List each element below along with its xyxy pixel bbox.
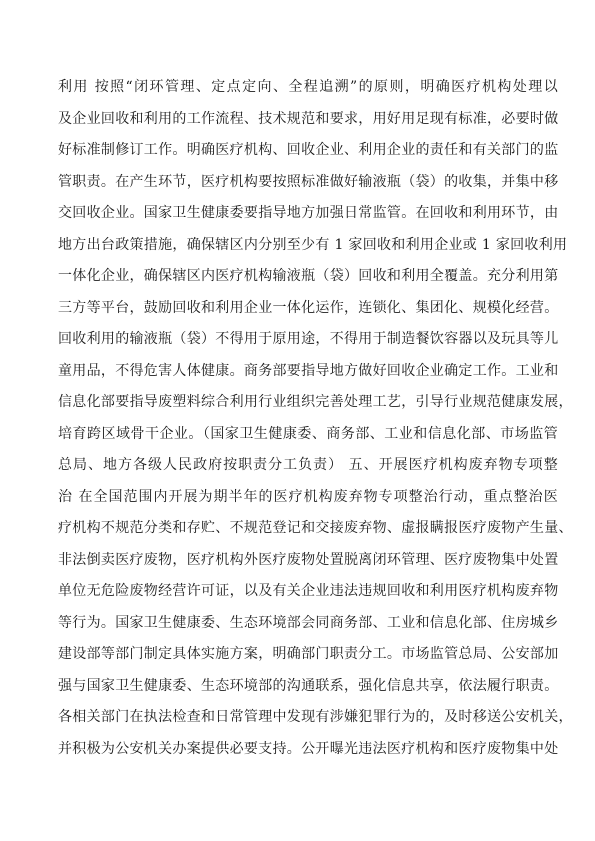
text-line: 建设部等部门制定具体实施方案，明确部门职责分工。市场监管总局、公安部加 xyxy=(58,646,559,662)
text-line: 及企业回收和利用的工作流程、技术规范和要求，用好用足现有标准，必要时做 xyxy=(58,110,559,127)
text-line: 各相关部门在执法检查和日常管理中发现有涉嫌犯罪行为的，及时移送公安机关， xyxy=(58,709,573,725)
body-text xyxy=(58,72,573,765)
text-line: 强与国家卫生健康委、生态环境部的沟通联系，强化信息共享，依法履行职责。 xyxy=(58,677,559,694)
text-line: 一体化企业，确保辖区内医疗机构输液瓶（袋）回收和利用全覆盖。充分利用第 xyxy=(58,268,559,284)
text-line: 三方等平台，鼓励回收和利用企业一体化运作，连锁化、集团化、规模化经营。 xyxy=(58,299,559,316)
text-line: 总局、地方各级人民政府按职责分工负责） 五、开展医疗机构废弃物专项整 xyxy=(58,457,558,473)
text-line: 回收利用的输液瓶（袋）不得用于原用途，不得用于制造餐饮容器以及玩具等儿 xyxy=(58,331,559,347)
text-line: 童用品，不得危害人体健康。商务部要指导地方做好回收企业确定工作。工业和 xyxy=(58,362,559,379)
text-line: 疗机构不规范分类和存贮、不规范登记和交接废弃物、虚报瞒报医疗废物产生量、 xyxy=(58,520,573,536)
text-line: 交回收企业。国家卫生健康委要指导地方加强日常监管。在回收和利用环节，由 xyxy=(58,205,559,221)
text-line: 治 在全国范围内开展为期半年的医疗机构废弃物专项整治行动，重点整治医 xyxy=(58,488,558,505)
text-line: 单位无危险废物经营许可证，以及有关企业违法违规回收和利用医疗机构废弃物 xyxy=(58,583,559,599)
text-line: 地方出台政策措施，确保辖区内分别至少有 1 家回收和利用企业或 1 家回收利用 xyxy=(58,236,568,253)
text-line: 利用 按照“闭环管理、定点定向、全程追溯”的原则，明确医疗机构处理以 xyxy=(58,79,558,95)
text-line: 并积极为公安机关办案提供必要支持。公开曝光违法医疗机构和医疗废物集中处 xyxy=(58,740,559,757)
text-line: 培育跨区域骨干企业。（国家卫生健康委、商务部、工业和信息化部、市场监管 xyxy=(58,425,558,442)
text-line: 信息化部要指导废塑料综合利用行业组织完善处理工艺，引导行业规范健康发展， xyxy=(58,394,573,410)
text-line: 管职责。在产生环节，医疗机构要按照标准做好输液瓶（袋）的收集，并集中移 xyxy=(58,173,559,190)
text-line: 非法倒卖医疗废物，医疗机构外医疗废物处置脱离闭环管理、医疗废物集中处置 xyxy=(58,551,559,568)
text-line: 好标准制修订工作。明确医疗机构、回收企业、利用企业的责任和有关部门的监 xyxy=(58,142,559,158)
text-line: 等行为。国家卫生健康委、生态环境部会同商务部、工业和信息化部、住房城乡 xyxy=(58,614,559,631)
